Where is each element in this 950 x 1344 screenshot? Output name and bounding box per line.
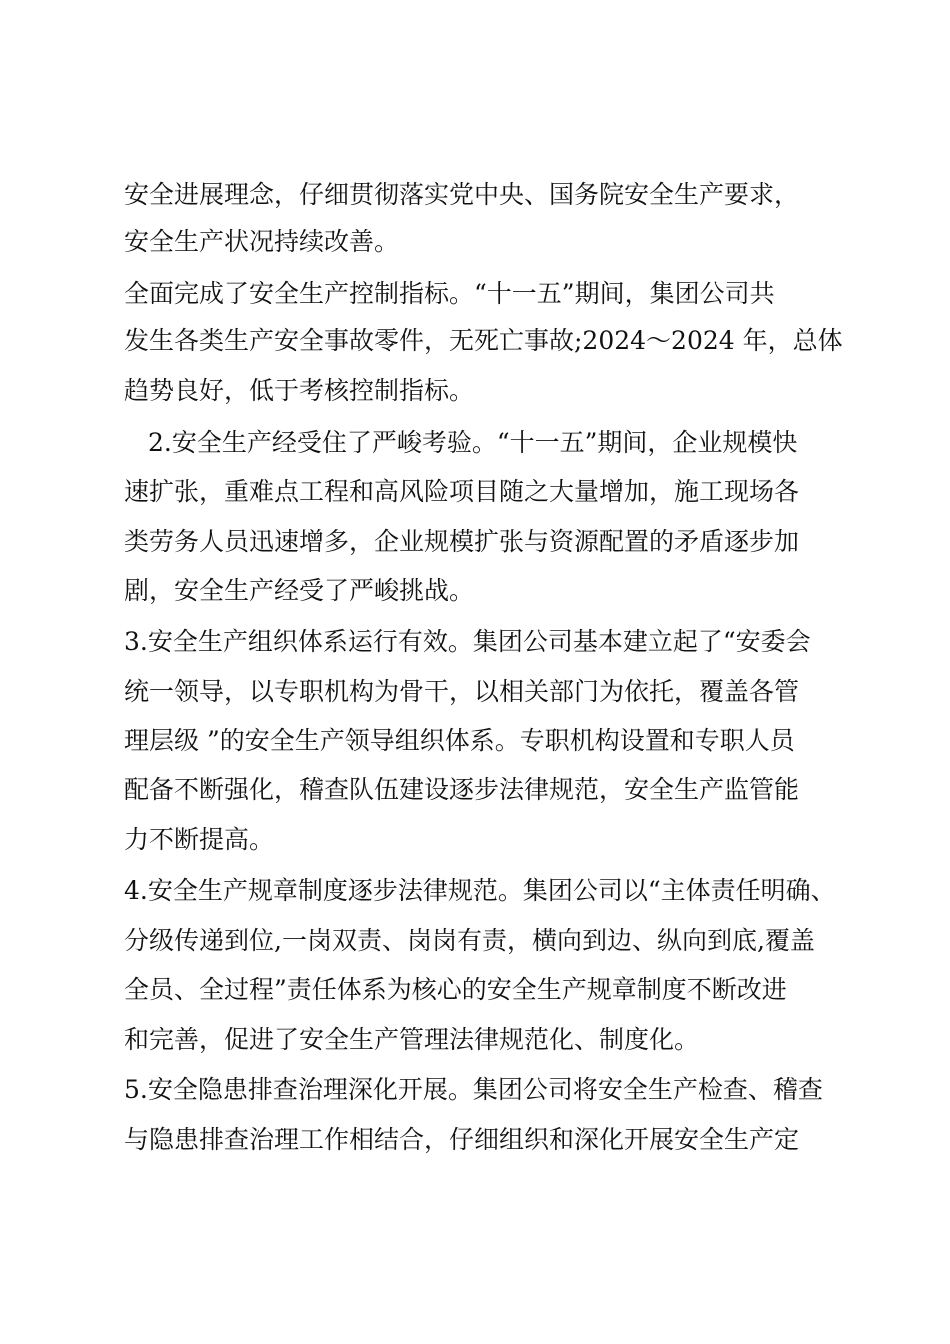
text-line: 力不断提高。	[124, 825, 275, 854]
text-line: 配备不断强化，稽查队伍建设逐步法律规范，安全生产监管能	[124, 775, 800, 804]
text-line: 5.安全隐患排查治理深化开展。集团公司将安全生产检查、稽查	[124, 1075, 823, 1104]
text-line: 全员、全过程”责任体系为核心的安全生产规章制度不断改进	[124, 975, 787, 1004]
text-line: 统一领导，以专职机构为骨干，以相关部门为依托，覆盖各管	[124, 677, 800, 706]
text-line: 2.安全生产经受住了严峻考验。“十一五”期间，企业规模快	[148, 428, 798, 457]
text-line: 分级传递到位,一岗双责、岗岗有责，横向到边、纵向到底,覆盖	[124, 926, 815, 955]
text-line: 理层级 ”的安全生产领导组织体系。专职机构设置和专职人员	[124, 726, 795, 755]
text-line: 剧，安全生产经受了严峻挑战。	[124, 576, 475, 605]
text-line: 安全进展理念，仔细贯彻落实党中央、国务院安全生产要求，	[124, 180, 800, 209]
text-line: 和完善，促进了安全生产管理法律规范化、制度化。	[124, 1025, 700, 1054]
text-line: 安全生产状况持续改善。	[124, 227, 400, 256]
text-line: 4.安全生产规章制度逐步法律规范。集团公司以“主体责任明确、	[124, 876, 836, 905]
text-line: 趋势良好，低于考核控制指标。	[124, 376, 475, 405]
text-line: 全面完成了安全生产控制指标。“十一五”期间，集团公司共	[124, 279, 775, 308]
text-line: 类劳务人员迅速增多，企业规模扩张与资源配置的矛盾逐步加	[124, 527, 800, 556]
text-line: 与隐患排查治理工作相结合，仔细组织和深化开展安全生产定	[124, 1125, 800, 1154]
text-line: 发生各类生产安全事故零件，无死亡事故;2024～2024 年，总体	[124, 326, 843, 355]
text-line: 3.安全生产组织体系运行有效。集团公司基本建立起了“安委会	[124, 627, 811, 656]
text-line: 速扩张，重难点工程和高风险项目随之大量增加，施工现场各	[124, 477, 800, 506]
